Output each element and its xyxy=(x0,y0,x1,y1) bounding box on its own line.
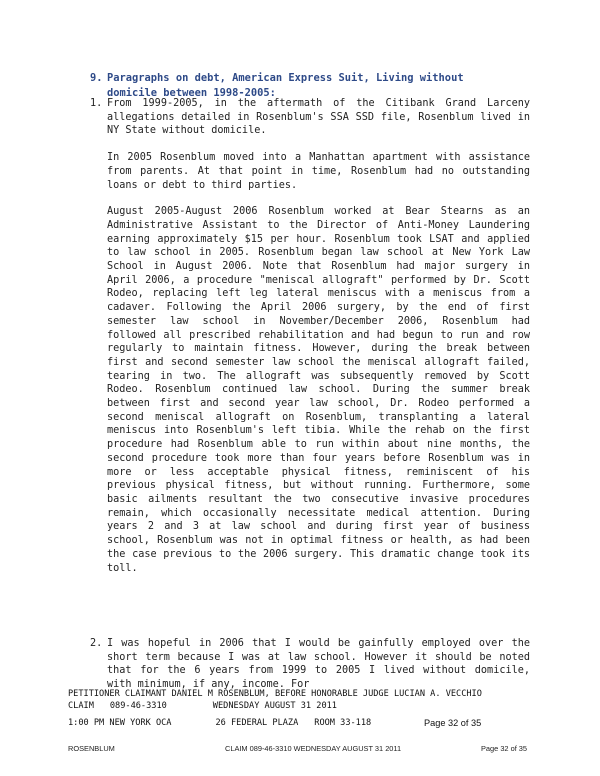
case-footer xyxy=(68,688,538,730)
paragraph: August 2005-August 2006 Rosenblum worked at Bear Stearns as an Administrative Assistant to the Director of Anti-Money Laundering earning approximately $15 per hour. Rosenblum took LSAT and applied to law school in 2005. Rosenblum began law school at New York Law School in August 2006. Note that Rosenblum had major surgery in April 2006, a procedure "meniscal allograft" performed by Dr. Scott Rodeo, replacing left leg lateral meniscus with a meniscus from a cadaver. Following the April 2006 surgery, by the end of first semester law school in November/December 2006, Rosenblum had followed all prescribed rehabilitation and had begun to run and row regularly to maintain fitness. However, during the break between first and second semester law school the meniscal allograft failed, tearing in two. The allograft was subsequently removed by Scott Rodeo. Rosenblum continued law school. During the summer break between first and second year law school, Dr. Rodeo performed a second meniscal allograft on Rosenblum, transplanting a lateral meniscus into Rosenblum's left tibia. While the rehab on the first procedure had Rosenblum able to run within about nine months, the second procedure took more than four years before Rosenblum was in more or less acceptable physical fitness, reminiscent of his previous physical fitness, but without running. Furthermore, some basic ailments resultant the two consecutive invasive procedures remain, which occasionally necessitate medical attention. During years 2 and 3 at law school and during first year of business school, Rosenblum was not in optimal fitness or health, as had been the case previous to the 2006 surgery. This dramatic change took its toll. xyxy=(107,206,530,574)
section-title-line2: domicile between 1998-2005: xyxy=(107,86,276,99)
hearing-date: WEDNESDAY AUGUST 31 2011 xyxy=(212,701,337,711)
item-body xyxy=(107,97,530,575)
page-number: Page 32 of 35 xyxy=(424,718,482,728)
running-footer-page: Page 32 of 35 xyxy=(481,744,528,753)
paragraph: I was hopeful in 2006 that I would be gainfully employed over the short term because I was at law school. However it should be noted that for the 6 years from 1999 to 2005 I lived without domicile, with minimum, if any, income. For xyxy=(107,638,530,691)
item-number: 1. xyxy=(90,98,103,109)
running-footer-left: ROSENBLUM xyxy=(68,744,115,753)
hearing-address: 26 FEDERAL PLAZA xyxy=(215,718,299,728)
running-footer-center: CLAIM 089-46-3310 WEDNESDAY AUGUST 31 2011 xyxy=(225,744,402,753)
claim-number: 089-46-3310 xyxy=(109,701,167,711)
hearing-room: ROOM 33-118 xyxy=(314,718,372,728)
section-heading xyxy=(90,71,530,100)
claim-line xyxy=(68,700,538,712)
list-item xyxy=(90,637,530,691)
hearing-time-place: 1:00 PM NEW YORK OCA xyxy=(68,718,172,728)
list-item xyxy=(90,97,530,575)
item-body xyxy=(107,637,530,691)
section-number: 9. xyxy=(90,72,103,84)
paragraph: From 1999-2005, in the aftermath of the Citibank Grand Larceny allegations detailed in Rosenblum's SSA SSD file, Rosenblum lived in NY State without domicile. xyxy=(107,98,530,137)
item-number: 2. xyxy=(90,638,103,649)
claim-label: CLAIM xyxy=(68,701,94,711)
section-title-line1: Paragraphs on debt, American Express Suit, Living without xyxy=(107,72,464,84)
location-line xyxy=(68,716,538,730)
paragraph: In 2005 Rosenblum moved into a Manhattan apartment with assistance from parents. At that point in time, Rosenblum had no outstanding loans or debt to third parties. xyxy=(107,152,530,191)
petitioner-line: PETITIONER CLAIMANT DANIEL M ROSENBLUM, BEFORE HONORABLE JUDGE LUCIAN A. VECCHIO xyxy=(68,689,482,699)
